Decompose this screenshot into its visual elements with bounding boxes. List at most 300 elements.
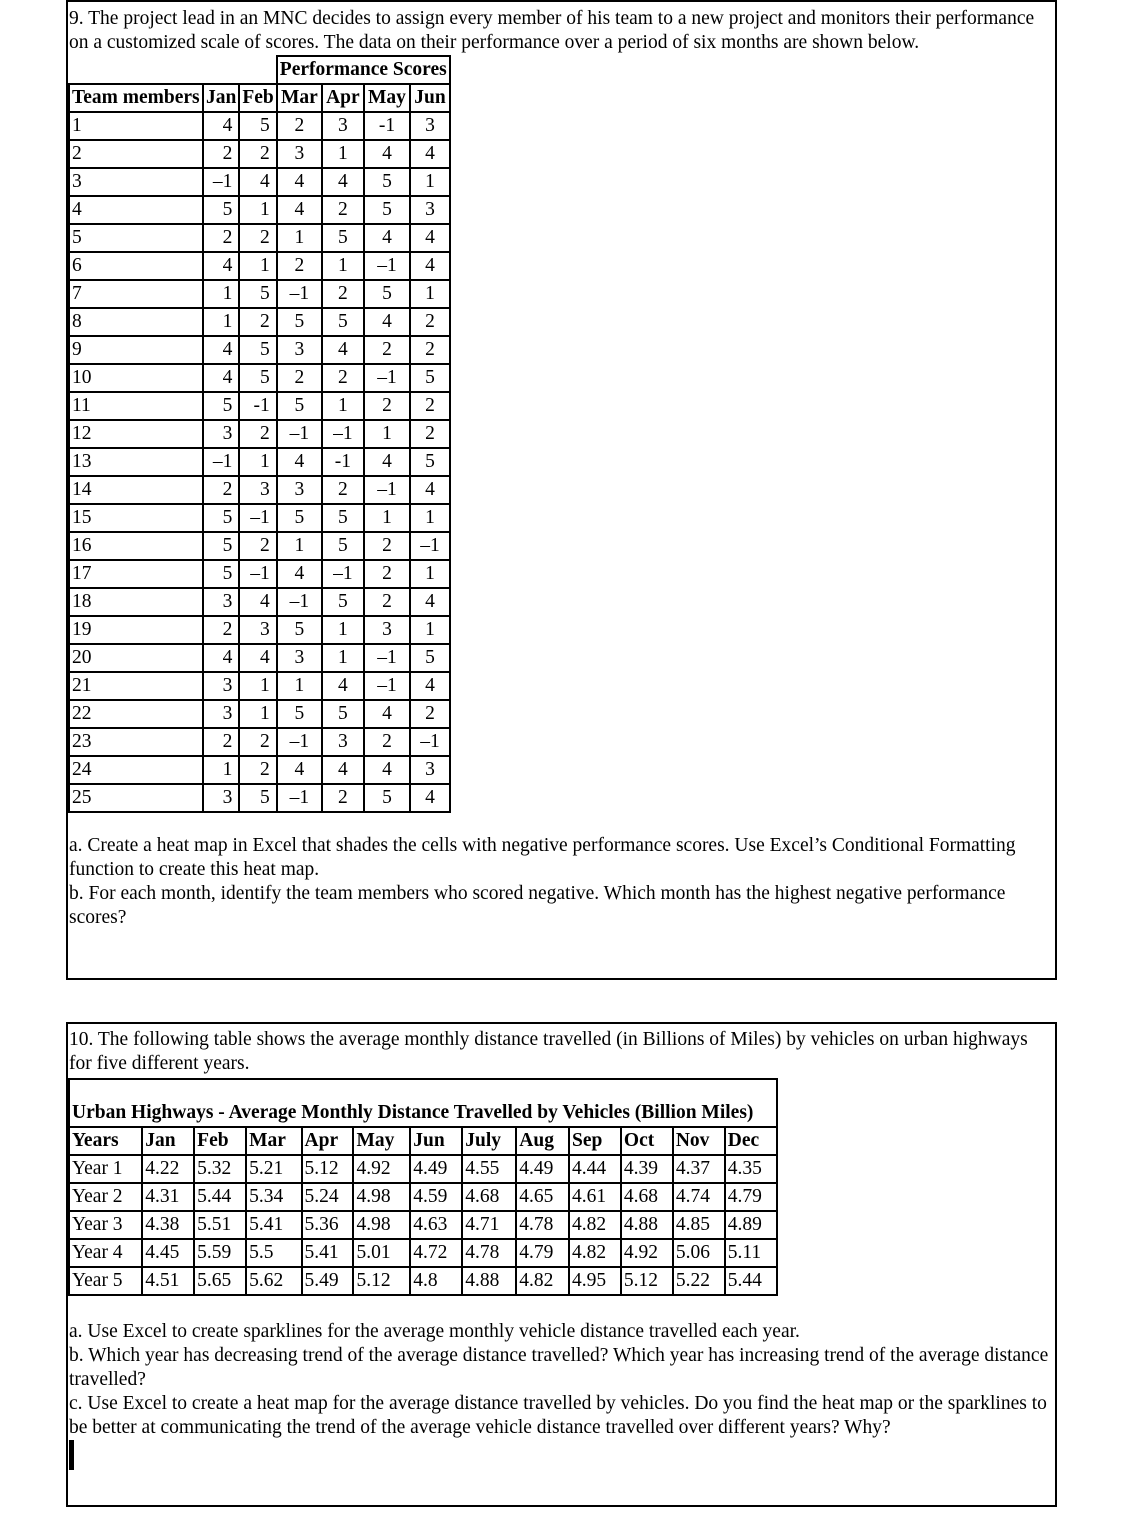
score-cell: 2	[364, 560, 410, 588]
score-cell: 3	[239, 476, 276, 504]
table-row	[69, 644, 450, 672]
hw-col-header: Nov	[673, 1127, 725, 1155]
score-cell: 4	[203, 364, 239, 392]
q10-part-a: a. Use Excel to create sparklines for the average monthly vehicle distance travelled each year.	[69, 1321, 800, 1342]
score-cell: 3	[277, 140, 322, 168]
distance-cell: 5.12	[302, 1155, 354, 1183]
distance-cell: 4.82	[569, 1239, 621, 1267]
score-cell: 2	[203, 224, 239, 252]
score-cell: 4	[203, 644, 239, 672]
score-cell: 2	[410, 308, 450, 336]
score-cell: –1	[364, 364, 410, 392]
score-cell: 4	[364, 756, 410, 784]
score-cell: 3	[410, 112, 450, 140]
distance-cell: 4.68	[462, 1183, 516, 1211]
perf-col-header-members: Team members	[69, 84, 203, 112]
table-row	[69, 448, 450, 476]
score-cell: 2	[410, 336, 450, 364]
score-cell: 3	[410, 756, 450, 784]
table-row	[69, 672, 450, 700]
score-cell: 5	[203, 560, 239, 588]
perf-col-header: Apr	[322, 84, 364, 112]
distance-cell: 4.95	[569, 1267, 621, 1295]
score-cell: 5	[239, 784, 276, 812]
year-label-cell: Year 1	[69, 1155, 142, 1183]
distance-cell: 5.22	[673, 1267, 725, 1295]
score-cell: 2	[410, 392, 450, 420]
score-cell: 3	[203, 588, 239, 616]
score-cell: -1	[239, 392, 276, 420]
score-cell: 2	[410, 420, 450, 448]
distance-cell: 5.11	[725, 1239, 777, 1267]
distance-cell: 4.31	[142, 1183, 194, 1211]
distance-cell: 5.5	[246, 1239, 301, 1267]
score-cell: 5	[364, 168, 410, 196]
distance-cell: 5.34	[246, 1183, 301, 1211]
score-cell: 2	[203, 476, 239, 504]
score-cell: –1	[203, 448, 239, 476]
score-cell: 1	[203, 308, 239, 336]
distance-cell: 4.82	[569, 1211, 621, 1239]
hw-col-header: July	[462, 1127, 516, 1155]
score-cell: 1	[322, 616, 364, 644]
score-cell: 4	[364, 700, 410, 728]
score-cell: 5	[277, 308, 322, 336]
table-row	[69, 308, 450, 336]
distance-cell: 4.51	[142, 1267, 194, 1295]
table-row	[69, 1267, 777, 1295]
score-cell: 4	[277, 196, 322, 224]
score-cell: –1	[410, 532, 450, 560]
hw-col-header: Years	[69, 1127, 142, 1155]
score-cell: 4	[203, 336, 239, 364]
score-cell: 4	[410, 224, 450, 252]
score-cell: 2	[203, 728, 239, 756]
score-cell: -1	[322, 448, 364, 476]
table-row	[69, 364, 450, 392]
distance-cell: 4.92	[353, 1155, 410, 1183]
score-cell: 4	[364, 140, 410, 168]
score-cell: 2	[322, 364, 364, 392]
score-cell: 1	[277, 672, 322, 700]
score-cell: 1	[277, 532, 322, 560]
score-cell: -1	[364, 112, 410, 140]
table-row	[69, 140, 450, 168]
distance-cell: 4.65	[516, 1183, 569, 1211]
highway-distance-table	[68, 1078, 778, 1296]
distance-cell: 4.89	[725, 1211, 777, 1239]
q9-intro: 9. The project lead in an MNC decides to assign every member of his team to a new project and monitors their performance on a customized scale of scores. The data on their performance over a period of six months are shown below.	[69, 8, 1040, 53]
distance-cell: 4.68	[621, 1183, 673, 1211]
distance-cell: 4.78	[462, 1239, 516, 1267]
score-cell: 4	[322, 336, 364, 364]
score-cell: 4	[410, 784, 450, 812]
distance-cell: 4.55	[462, 1155, 516, 1183]
distance-cell: 4.38	[142, 1211, 194, 1239]
score-cell: 4	[277, 168, 322, 196]
distance-cell: 4.45	[142, 1239, 194, 1267]
q10-part-c: c. Use Excel to create a heat map for the average distance travelled by vehicles. Do you find the heat map or the sparklines to be better at communicating the trend of the average vehicle distance travelled over different years? Why?	[69, 1393, 1052, 1438]
score-cell: 2	[322, 280, 364, 308]
score-cell: 5	[277, 392, 322, 420]
team-member-cell: 6	[69, 252, 203, 280]
score-cell: 4	[410, 476, 450, 504]
score-cell: 3	[239, 616, 276, 644]
hw-blank-row	[69, 1079, 777, 1100]
hw-col-header: Dec	[725, 1127, 777, 1155]
score-cell: 1	[410, 168, 450, 196]
score-cell: 5	[364, 280, 410, 308]
distance-cell: 4.92	[621, 1239, 673, 1267]
hw-col-header: Feb	[194, 1127, 246, 1155]
table-row	[69, 420, 450, 448]
team-member-cell: 7	[69, 280, 203, 308]
distance-cell: 4.98	[353, 1183, 410, 1211]
year-label-cell: Year 4	[69, 1239, 142, 1267]
score-cell: 4	[364, 308, 410, 336]
hw-col-header: Sep	[569, 1127, 621, 1155]
score-cell: –1	[277, 280, 322, 308]
table-row	[69, 588, 450, 616]
distance-cell: 4.88	[462, 1267, 516, 1295]
distance-cell: 5.59	[194, 1239, 246, 1267]
score-cell: 4	[277, 756, 322, 784]
perf-group-header-row	[69, 56, 450, 84]
year-label-cell: Year 2	[69, 1183, 142, 1211]
score-cell: 4	[277, 448, 322, 476]
distance-cell: 4.44	[569, 1155, 621, 1183]
score-cell: 4	[277, 560, 322, 588]
score-cell: 2	[203, 616, 239, 644]
score-cell: 1	[410, 504, 450, 532]
score-cell: 5	[277, 700, 322, 728]
score-cell: –1	[364, 672, 410, 700]
distance-cell: 5.32	[194, 1155, 246, 1183]
score-cell: 2	[239, 756, 276, 784]
team-member-cell: 23	[69, 728, 203, 756]
distance-cell: 4.37	[673, 1155, 725, 1183]
table-row	[69, 728, 450, 756]
score-cell: 1	[410, 560, 450, 588]
team-member-cell: 5	[69, 224, 203, 252]
distance-cell: 5.21	[246, 1155, 301, 1183]
score-cell: 5	[203, 392, 239, 420]
score-cell: 2	[239, 140, 276, 168]
score-cell: 3	[203, 700, 239, 728]
distance-cell: 4.22	[142, 1155, 194, 1183]
score-cell: –1	[322, 560, 364, 588]
score-cell: 3	[410, 196, 450, 224]
table-row	[69, 1211, 777, 1239]
team-member-cell: 12	[69, 420, 203, 448]
table-row	[69, 224, 450, 252]
score-cell: 4	[410, 252, 450, 280]
distance-cell: 4.88	[621, 1211, 673, 1239]
score-cell: 4	[410, 672, 450, 700]
perf-col-header: Mar	[277, 84, 322, 112]
table-row	[69, 392, 450, 420]
q10-intro: 10. The following table shows the average monthly distance travelled (in Billions of Miles) by vehicles on urban highways for five different years.	[69, 1029, 1033, 1074]
score-cell: –1	[277, 420, 322, 448]
question-9-box	[66, 0, 1057, 980]
table-row	[69, 784, 450, 812]
score-cell: 1	[277, 224, 322, 252]
perf-group-header: Performance Scores	[277, 56, 450, 84]
score-cell: 2	[364, 532, 410, 560]
score-cell: 5	[410, 448, 450, 476]
hw-table-title: Urban Highways - Average Monthly Distance Travelled by Vehicles (Billion Miles)	[69, 1100, 777, 1127]
table-row	[69, 112, 450, 140]
score-cell: –1	[410, 728, 450, 756]
distance-cell: 4.39	[621, 1155, 673, 1183]
score-cell: 1	[203, 280, 239, 308]
perf-col-header: Jun	[410, 84, 450, 112]
score-cell: 4	[364, 448, 410, 476]
score-cell: 4	[239, 168, 276, 196]
team-member-cell: 17	[69, 560, 203, 588]
score-cell: 5	[322, 700, 364, 728]
score-cell: 5	[322, 504, 364, 532]
score-cell: 5	[410, 364, 450, 392]
distance-cell: 5.62	[246, 1267, 301, 1295]
text-cursor[interactable]	[69, 1440, 74, 1470]
team-member-cell: 21	[69, 672, 203, 700]
score-cell: 3	[277, 476, 322, 504]
score-cell: 1	[203, 756, 239, 784]
hw-col-header: Jun	[410, 1127, 462, 1155]
q9-part-b: b. For each month, identify the team members who scored negative. Which month has the highest negative performance scores?	[69, 883, 1011, 928]
score-cell: 5	[203, 504, 239, 532]
distance-cell: 4.63	[410, 1211, 462, 1239]
distance-cell: 5.12	[353, 1267, 410, 1295]
distance-cell: 4.78	[516, 1211, 569, 1239]
score-cell: 2	[239, 308, 276, 336]
score-cell: 3	[203, 784, 239, 812]
hw-col-header: Aug	[516, 1127, 569, 1155]
score-cell: 4	[203, 252, 239, 280]
score-cell: 1	[410, 616, 450, 644]
score-cell: 1	[239, 672, 276, 700]
team-member-cell: 14	[69, 476, 203, 504]
hw-col-header: Jan	[142, 1127, 194, 1155]
score-cell: 2	[364, 392, 410, 420]
team-member-cell: 10	[69, 364, 203, 392]
table-row	[69, 1239, 777, 1267]
score-cell: 4	[364, 224, 410, 252]
hw-header-row	[69, 1127, 777, 1155]
team-member-cell: 4	[69, 196, 203, 224]
distance-cell: 5.36	[302, 1211, 354, 1239]
score-cell: 3	[203, 420, 239, 448]
year-label-cell: Year 5	[69, 1267, 142, 1295]
table-row	[69, 532, 450, 560]
score-cell: 4	[322, 168, 364, 196]
score-cell: 4	[239, 644, 276, 672]
score-cell: 5	[364, 196, 410, 224]
distance-cell: 5.44	[194, 1183, 246, 1211]
table-row	[69, 1183, 777, 1211]
table-row	[69, 1155, 777, 1183]
table-row	[69, 616, 450, 644]
score-cell: 4	[410, 140, 450, 168]
team-member-cell: 3	[69, 168, 203, 196]
distance-cell: 4.49	[410, 1155, 462, 1183]
distance-cell: 4.79	[725, 1183, 777, 1211]
question-10-box	[66, 1022, 1057, 1507]
team-member-cell: 9	[69, 336, 203, 364]
score-cell: 1	[322, 392, 364, 420]
score-cell: 2	[203, 140, 239, 168]
distance-cell: 4.98	[353, 1211, 410, 1239]
perf-table-body	[69, 112, 450, 812]
score-cell: 2	[239, 728, 276, 756]
score-cell: 4	[322, 672, 364, 700]
perf-header-row	[69, 84, 450, 112]
score-cell: 3	[364, 616, 410, 644]
score-cell: 1	[410, 280, 450, 308]
distance-cell: 5.06	[673, 1239, 725, 1267]
score-cell: 2	[322, 784, 364, 812]
score-cell: 2	[277, 252, 322, 280]
score-cell: 3	[322, 112, 364, 140]
distance-cell: 5.49	[302, 1267, 354, 1295]
score-cell: 5	[322, 308, 364, 336]
score-cell: 1	[239, 196, 276, 224]
score-cell: 3	[277, 336, 322, 364]
score-cell: 5	[239, 364, 276, 392]
team-member-cell: 8	[69, 308, 203, 336]
score-cell: 1	[239, 700, 276, 728]
score-cell: 4	[203, 112, 239, 140]
score-cell: 2	[239, 532, 276, 560]
performance-table	[68, 55, 451, 813]
score-cell: 2	[364, 588, 410, 616]
score-cell: 1	[322, 644, 364, 672]
distance-cell: 5.12	[621, 1267, 673, 1295]
table-row	[69, 476, 450, 504]
score-cell: 1	[239, 448, 276, 476]
score-cell: 5	[322, 224, 364, 252]
distance-cell: 5.41	[246, 1211, 301, 1239]
score-cell: 1	[364, 420, 410, 448]
score-cell: 3	[203, 672, 239, 700]
table-row	[69, 280, 450, 308]
score-cell: –1	[364, 252, 410, 280]
distance-cell: 4.71	[462, 1211, 516, 1239]
team-member-cell: 15	[69, 504, 203, 532]
team-member-cell: 24	[69, 756, 203, 784]
table-row	[69, 196, 450, 224]
score-cell: 1	[322, 140, 364, 168]
q9-part-a: a. Create a heat map in Excel that shades the cells with negative performance scores. Use Excel’s Conditional Formatting function to create this heat map.	[69, 835, 1021, 880]
team-member-cell: 2	[69, 140, 203, 168]
score-cell: 3	[322, 728, 364, 756]
distance-cell: 5.51	[194, 1211, 246, 1239]
score-cell: 1	[364, 504, 410, 532]
distance-cell: 4.35	[725, 1155, 777, 1183]
team-member-cell: 1	[69, 112, 203, 140]
distance-cell: 4.8	[410, 1267, 462, 1295]
score-cell: –1	[277, 728, 322, 756]
table-row	[69, 560, 450, 588]
score-cell: 5	[203, 196, 239, 224]
distance-cell: 5.01	[353, 1239, 410, 1267]
hw-table-body	[69, 1155, 777, 1295]
team-member-cell: 25	[69, 784, 203, 812]
distance-cell: 4.72	[410, 1239, 462, 1267]
score-cell: –1	[277, 588, 322, 616]
score-cell: 2	[410, 700, 450, 728]
team-member-cell: 11	[69, 392, 203, 420]
team-member-cell: 22	[69, 700, 203, 728]
team-member-cell: 20	[69, 644, 203, 672]
score-cell: 2	[239, 420, 276, 448]
score-cell: 5	[239, 280, 276, 308]
score-cell: 2	[322, 196, 364, 224]
distance-cell: 5.41	[302, 1239, 354, 1267]
score-cell: 5	[277, 616, 322, 644]
score-cell: 2	[239, 224, 276, 252]
year-label-cell: Year 3	[69, 1211, 142, 1239]
score-cell: 2	[364, 336, 410, 364]
team-member-cell: 19	[69, 616, 203, 644]
score-cell: 1	[239, 252, 276, 280]
table-row	[69, 168, 450, 196]
score-cell: 5	[203, 532, 239, 560]
perf-col-header: Feb	[239, 84, 276, 112]
distance-cell: 5.65	[194, 1267, 246, 1295]
distance-cell: 4.59	[410, 1183, 462, 1211]
distance-cell: 4.82	[516, 1267, 569, 1295]
q10-part-b: b. Which year has decreasing trend of the average distance travelled? Which year has increasing trend of the average distance travelled?	[69, 1345, 1054, 1390]
table-row	[69, 336, 450, 364]
distance-cell: 4.85	[673, 1211, 725, 1239]
distance-cell: 4.74	[673, 1183, 725, 1211]
distance-cell: 5.24	[302, 1183, 354, 1211]
score-cell: –1	[277, 784, 322, 812]
score-cell: 5	[239, 112, 276, 140]
table-row	[69, 756, 450, 784]
distance-cell: 4.61	[569, 1183, 621, 1211]
score-cell: 2	[322, 476, 364, 504]
score-cell: –1	[239, 504, 276, 532]
score-cell: –1	[364, 476, 410, 504]
hw-col-header: Oct	[621, 1127, 673, 1155]
score-cell: –1	[203, 168, 239, 196]
team-member-cell: 16	[69, 532, 203, 560]
score-cell: 4	[239, 588, 276, 616]
score-cell: 5	[322, 588, 364, 616]
score-cell: 5	[364, 784, 410, 812]
score-cell: 4	[322, 756, 364, 784]
score-cell: 1	[322, 252, 364, 280]
score-cell: 3	[277, 644, 322, 672]
table-row	[69, 504, 450, 532]
table-row	[69, 700, 450, 728]
score-cell: –1	[239, 560, 276, 588]
perf-col-header: Jan	[203, 84, 239, 112]
hw-col-header: Mar	[246, 1127, 301, 1155]
perf-col-header: May	[364, 84, 410, 112]
score-cell: –1	[322, 420, 364, 448]
score-cell: 5	[277, 504, 322, 532]
hw-col-header: May	[353, 1127, 410, 1155]
score-cell: 5	[410, 644, 450, 672]
score-cell: 5	[322, 532, 364, 560]
hw-col-header: Apr	[302, 1127, 354, 1155]
team-member-cell: 18	[69, 588, 203, 616]
score-cell: 2	[277, 364, 322, 392]
